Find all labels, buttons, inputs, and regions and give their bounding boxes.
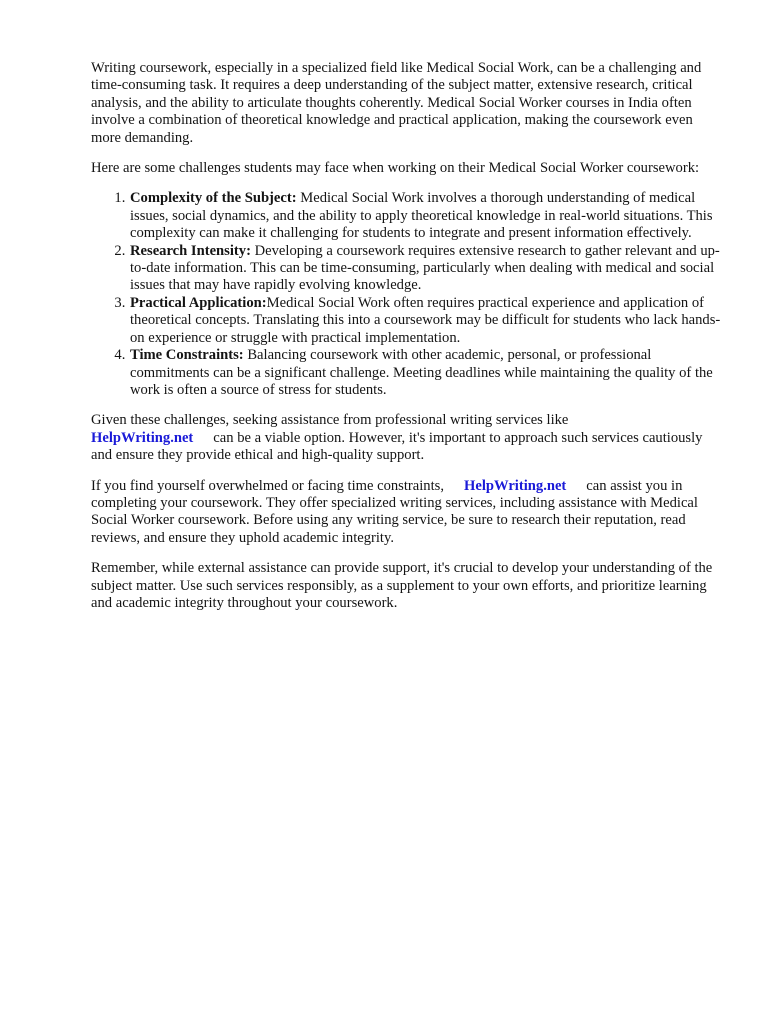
list-item-text: Medical Social Work involves a thorough understanding of medical issues, social dynamics, and the ability to apply theoretical knowledge in real-world situations. This complexity can make it challenging for students to integrate and present information effectively. (130, 190, 713, 242)
list-item-term: Complexity of the Subject: (130, 190, 297, 207)
document-page (91, 60, 721, 612)
list-item-text: Developing a coursework requires extensive research to gather relevant and up-to-date information. This can be time-consuming, particularly when dealing with medical and social issues that may have rapidly evolving knowledge. (130, 242, 720, 294)
list-item (129, 243, 721, 295)
intro-paragraph: Writing coursework, especially in a specialized field like Medical Social Work, can be a challenging and time-consuming task. It requires a deep understanding of the subject matter, extensive research, critical analysis, and the ability to articulate thoughts coherently. Medical Social Worker courses in India often involve a combination of theoretical knowledge and practical application, making the coursework even more demanding. (91, 60, 702, 146)
helpwriting-link[interactable]: HelpWriting.net (464, 477, 567, 494)
challenges-list (91, 190, 721, 399)
services-paragraph-text-after: can be a viable option. However, it's important to approach such services cautiously and ensure they provide ethical and high-quality support. (91, 429, 703, 464)
overwhelmed-paragraph (91, 478, 721, 548)
challenges-intro-paragraph: Here are some challenges students may face when working on their Medical Social Worker coursework: (91, 160, 700, 177)
list-item (129, 190, 721, 242)
closing-paragraph: Remember, while external assistance can provide support, it's crucial to develop your understanding of the subject matter. Use such services responsibly, as a supplement to your own efforts, and prioritize learning and academic integrity throughout your coursework. (91, 560, 713, 611)
list-item-term: Practical Application: (130, 294, 267, 311)
list-item (129, 295, 721, 347)
list-item-text: Balancing coursework with other academic, personal, or professional commitments can be a significant challenge. Meeting deadlines while maintaining the quality of the work is often a source of stress for students. (130, 347, 713, 398)
services-paragraph (91, 412, 721, 464)
services-paragraph-text-before: Given these challenges, seeking assistance from professional writing services like (91, 412, 569, 429)
list-item (129, 347, 721, 399)
overwhelmed-paragraph-text-after: can assist you in completing your coursework. They offer specialized writing services, including assistance with Medical Social Worker coursework. Before using any writing service, be sure to research their reputation, read reviews, and ensure they uphold academic integrity. (91, 477, 698, 546)
helpwriting-link[interactable]: HelpWriting.net (91, 429, 194, 446)
list-item-term: Research Intensity: (130, 242, 251, 259)
list-item-text: Medical Social Work often requires practical experience and application of theoretical concepts. Translating this into a coursework may be difficult for students who lack hands-on experience or struggle with practical implementation. (130, 294, 721, 346)
overwhelmed-paragraph-text-before: If you find yourself overwhelmed or facing time constraints, (91, 477, 444, 494)
list-item-term: Time Constraints: (130, 347, 244, 364)
